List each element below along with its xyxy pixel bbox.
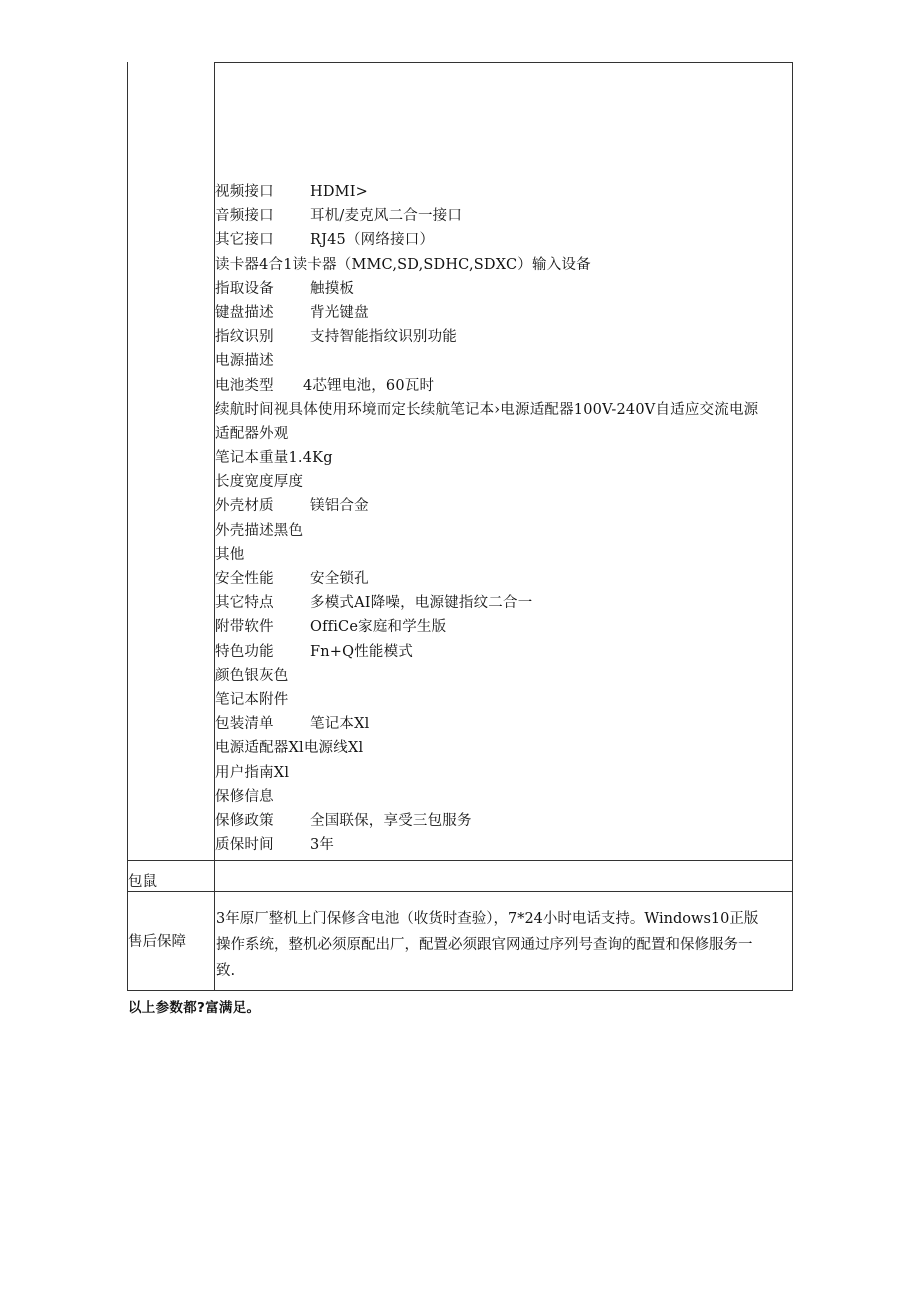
spec-value: 安全锁孔 [310,571,369,587]
spec-line [215,180,789,204]
spec-key: 用户指南Xl [215,764,290,781]
table-bottom-border [127,990,793,991]
spec-key: 电源适配器Xl电源线Xl [215,740,364,757]
spec-line [215,422,789,446]
spec-key: 读卡器4合1读卡器（MMC,SD,SDHC,SDXC）输入设备 [215,256,591,273]
row-divider-2 [127,891,793,892]
spec-line [215,301,789,325]
spec-value: HDMI> [310,184,368,200]
spec-key: 包装清单 [215,716,274,733]
spec-line [215,325,789,349]
spec-line [215,809,789,833]
spec-value: 4芯锂电池，60瓦时 [303,377,435,394]
spec-line [215,615,789,639]
spec-value: 全国联保，享受三包服务 [310,812,472,829]
spec-line [215,688,789,712]
spec-line [215,640,789,664]
spec-value: 镁铝合金 [310,498,369,515]
row-divider-1 [127,860,793,861]
spec-key: 笔记本重量1.4Kg [215,450,333,467]
spec-line [215,253,789,277]
spec-key: 特色功能 [215,643,274,660]
spec-key: 长度宽度厚度 [215,474,304,491]
spec-key: 其它特点 [215,595,274,612]
spec-key: 指纹识别 [215,329,274,346]
after-sales-line: 致. [216,963,236,979]
spec-line [215,204,789,228]
spec-value: 多模式AI降噪，电源键指纹二合一 [310,595,533,612]
after-sales-description [216,906,790,984]
spec-key: 电源描述 [215,353,274,370]
table-top-border [214,62,793,63]
spec-value: Fn+Q性能模式 [310,643,414,660]
spec-line [215,664,789,688]
spec-key: 键盘描述 [215,304,274,321]
spec-value: 背光键盘 [310,304,369,321]
spec-line [215,494,789,518]
spec-key: 其他 [215,546,245,563]
mouse-row-label: 包鼠 [128,874,157,890]
spec-line [215,446,789,470]
spec-line [215,519,789,543]
spec-line [215,543,789,567]
spec-line [215,398,789,422]
spec-line [215,349,789,373]
spec-line [215,712,789,736]
spec-value: 3年 [310,837,335,854]
spec-key: 外壳描述黑色 [215,522,304,539]
spec-key: 笔记本附件 [215,691,289,708]
footer-note: 以上参数都?富满足。 [128,1000,261,1016]
spec-value: 笔记本Xl [310,716,370,733]
spec-key: 保修信息 [215,788,274,805]
spec-key: 外壳材质 [215,498,274,515]
spec-key: 颜色银灰色 [215,667,289,684]
spec-line [215,470,789,494]
after-sales-line: 操作系统，整机必须原配出厂，配置必须跟官网通过序列号查询的配置和保修服务一 [216,937,753,953]
after-sales-line: 3年原厂整机上门保修含电池（收货时查验），7*24小时电话支持。Windows10正版 [216,911,759,927]
spec-key: 音频接口 [215,208,274,225]
spec-key: 附带软件 [215,619,274,636]
spec-key: 保修政策 [215,812,274,829]
table-left-border [127,62,128,991]
after-sales-label: 售后保障 [128,934,186,950]
spec-key: 视频接口 [215,184,274,200]
spec-value: 支持智能指纹识别功能 [310,329,457,346]
spec-key: 指取设备 [215,280,274,297]
spec-list [215,180,789,857]
table-right-border [792,62,793,991]
spec-key: 适配器外观 [215,425,289,442]
spec-value: RJ45（网络接口） [310,232,435,249]
spec-line [215,736,789,760]
spec-line [215,228,789,252]
spec-key: 安全性能 [215,571,274,587]
spec-key: 续航时间视具体使用环境而定长续航笔记本›电源适配器100V-240V自适应交流电源 [215,401,759,418]
spec-line [215,567,789,591]
spec-line [215,374,789,398]
spec-key: 其它接口 [215,232,274,249]
spec-line [215,833,789,857]
spec-key: 电池类型 [215,377,274,394]
spec-line [215,785,789,809]
spec-value: 触摸板 [310,280,355,297]
spec-value: OffiCe家庭和学生版 [310,619,447,636]
spec-line [215,277,789,301]
spec-line [215,591,789,615]
spec-key: 质保时间 [215,837,274,854]
spec-value: 耳机/麦克风二合一接口 [310,208,463,225]
spec-line [215,761,789,785]
